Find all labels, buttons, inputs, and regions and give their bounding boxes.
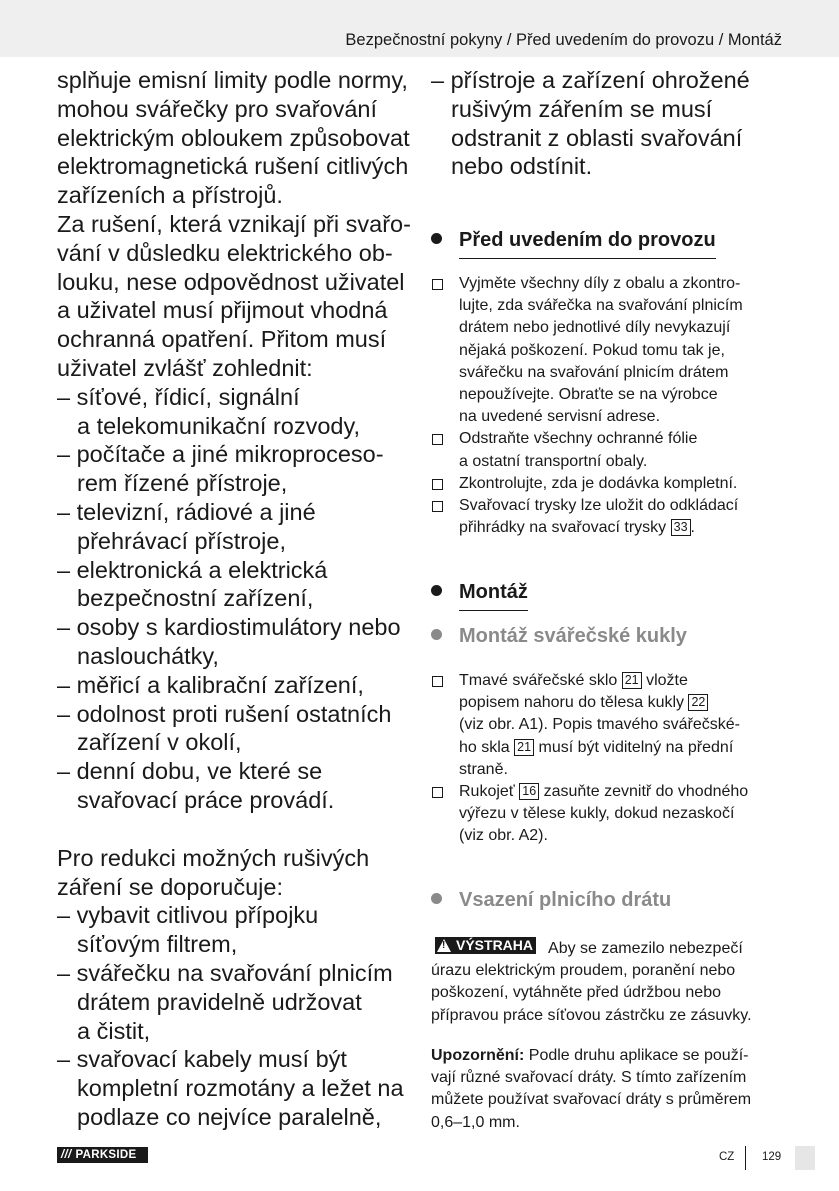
checklist-item: Rukojeť 16 zasuňte zevnitř do vhodného výřezu v tělese kukly, dokud nezaskočí (viz obr. A2).	[431, 781, 791, 848]
list-item: – svařovací kabely musí být kompletní rozmotány a ležet na podlaze co nejvíce paralelně,	[57, 1046, 404, 1130]
text-line: a uživatel musí přijmout vhodná	[57, 297, 388, 324]
page-number: 129	[762, 1151, 782, 1163]
parkside-logo: /// PARKSIDE	[57, 1147, 148, 1163]
list-item: – vybavit citlivou přípojku síťovým filtrem,	[57, 902, 319, 958]
text-line: elektromagnetická rušení citlivých	[57, 153, 409, 180]
footer-tab	[795, 1146, 815, 1170]
checklist-item: Vyjměte všechny díly z obalu a zkontro- lujte, zda svářečka na svařování plnicím drátem nebo jednotlivé díly nevykazují nějaká poškození. Pokud tomu tak je, svářečku na svařování plnicím drátem nepoužívejte. Obraťte se na výrobce na uvedené servisní adrese.	[431, 273, 791, 428]
checkbox-icon	[432, 279, 443, 290]
text-line: uživatel zvlášť zohlednit:	[57, 354, 313, 381]
text-line: Za rušení, která vznikají při svařo-	[57, 210, 411, 237]
part-number-ref: 33	[671, 519, 691, 536]
checklist-before-use	[431, 273, 791, 539]
text-line: louku, nese odpovědnost uživatel	[57, 268, 405, 295]
section-heading-assembly: Montáž	[431, 581, 528, 611]
note-label: Upozornění:	[431, 1047, 525, 1064]
language-code: CZ	[719, 1151, 735, 1163]
checklist-helmet	[431, 670, 791, 848]
list-item: – odolnost proti rušení ostatních zařízení v okolí,	[57, 700, 392, 756]
list-item: – denní dobu, ve které se svařovací práce provádí.	[57, 758, 335, 813]
list-item: – elektronická a elektrická bezpečnostní zařízení,	[57, 556, 328, 612]
note-block: Upozornění: Podle druhu aplikace se použí- vají různé svařovací dráty. S tímto zařízením můžete používat svařovací dráty s průměrem 0,6–1,0 mm.	[431, 1047, 752, 1131]
spacer	[57, 815, 417, 844]
list-item: – osoby s kardiostimulátory nebo naslouchátky,	[57, 614, 401, 669]
checkbox-icon	[432, 434, 443, 445]
part-number-ref: 21	[622, 672, 642, 689]
list-item: – televizní, rádiové a jiné přehrávací přístroje,	[57, 498, 316, 554]
text-line: mohou svářečky pro svařování	[57, 95, 378, 122]
bullet-icon	[431, 629, 442, 640]
checklist-item: Zkontrolujte, zda je dodávka kompletní.	[431, 473, 791, 495]
bullet-icon	[431, 893, 442, 904]
list-item: – svářečku na svařování plnicím drátem pravidelně udržovat a čistit,	[57, 959, 393, 1044]
part-number-ref: 21	[514, 739, 534, 756]
text-line: zařízeních a přístrojů.	[57, 182, 283, 209]
checklist-item: Odstraňte všechny ochranné fólie a ostatní transportní obaly.	[431, 428, 791, 472]
text-line: záření se doporučuje:	[57, 873, 284, 900]
text-line: vání v důsledku elektrického ob-	[57, 239, 393, 266]
text-line: Pro redukci možných rušivých	[57, 844, 370, 871]
subsection-heading-helmet: Montáž svářečské kukly	[431, 625, 687, 648]
part-number-ref: 22	[688, 694, 708, 711]
checkbox-icon	[432, 501, 443, 512]
subsection-heading-wire: Vsazení plnicího drátu	[431, 889, 671, 912]
footer-divider	[745, 1146, 746, 1170]
checklist-item: Tmavé svářečské sklo 21 vložte popisem nahoru do tělesa kukly 22 (viz obr. A1). Popis tmavého svářečské- ho skla 21 musí být viditelný na přední straně.	[431, 670, 791, 781]
list-item: – přístroje a zařízení ohrožené rušivým zářením se musí odstranit z oblasti svařování nebo odstínit.	[431, 67, 750, 180]
text-line: ochranná opatření. Přitom musí	[57, 326, 387, 353]
warning-triangle-icon: !	[437, 939, 451, 952]
header-bar	[0, 0, 839, 57]
bullet-icon	[431, 585, 442, 596]
checklist-item: Svařovací trysky lze uložit do odkládací přihrádky na svařovací trysky 33 .	[431, 495, 791, 539]
list-item: – síťové, řídicí, signální a telekomunikační rozvody,	[57, 383, 361, 439]
text-line: elektrickým obloukem způsobovat	[57, 124, 410, 151]
warning-block: ! VÝSTRAHA Aby se zamezilo nebezpečí úrazu elektrickým proudem, poranění nebo poškození, vytáhněte před údržbou nebo přípravou práce síťovou zástrčku ze zásuvky.	[431, 937, 752, 1024]
page-header-title: Bezpečnostní pokyny / Před uvedením do provozu / Montáž	[345, 31, 782, 49]
checkbox-icon	[432, 479, 443, 490]
checkbox-icon	[432, 676, 443, 687]
warning-badge: ! VÝSTRAHA	[435, 937, 536, 954]
right-column-continued	[431, 66, 791, 181]
left-column	[57, 66, 417, 1132]
list-item: – měřicí a kalibrační zařízení,	[57, 671, 364, 698]
text-line: splňuje emisní limity podle normy,	[57, 67, 408, 93]
bullet-icon	[431, 233, 442, 244]
section-heading-before-use: Před uvedením do provozu	[431, 229, 716, 259]
checkbox-icon	[432, 787, 443, 798]
part-number-ref: 16	[519, 783, 539, 800]
list-item: – počítače a jiné mikroproceso- rem řízené přístroje,	[57, 441, 384, 497]
